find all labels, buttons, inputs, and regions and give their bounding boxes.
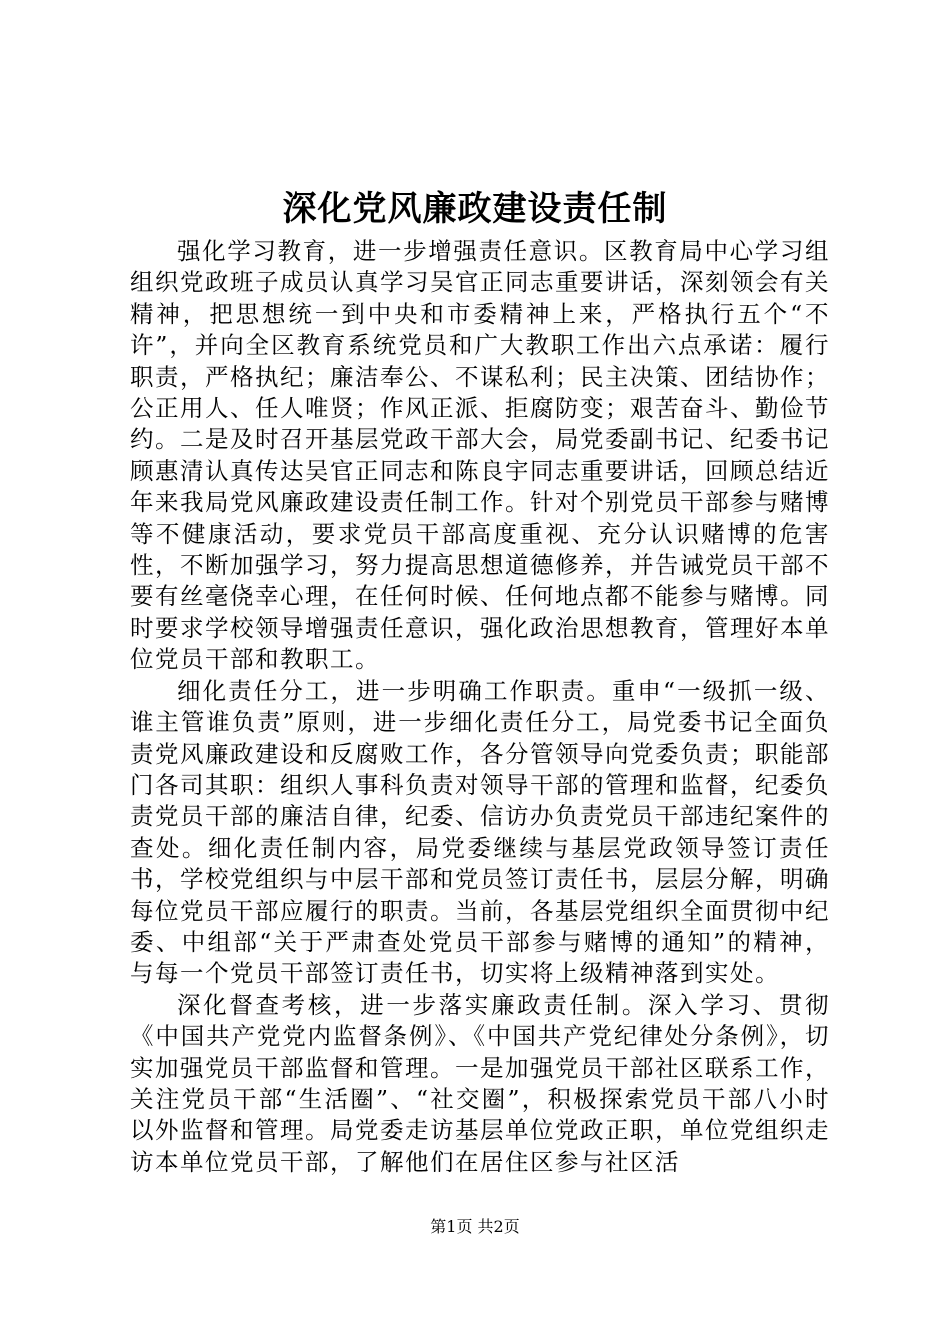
page-number-footer: 第1页 共2页	[430, 1217, 520, 1236]
document-title: 深化党风廉政建设责任制	[282, 189, 668, 229]
paragraph-1: 强化学习教育，进一步增强责任意识。区教育局中心学习组组织党政班子成员认真学习吴官正同志重要讲话，深刻领会有关精神，把思想统一到中央和市委精神上来，严格执行五个“不许”，并向全区教育系统党员和广大教职工作出六点承诺：履行职责，严格执纪；廉洁奉公、不谋私利；民主决策、团结协作；公正用人、任人唯贤；作风正派、拒腐防变；艰苦奋斗、勤俭节约。二是及时召开基层党政干部大会，局党委副书记、纪委书记顾惠清认真传达吴官正同志和陈良宇同志重要讲话，回顾总结近年来我局党风廉政建设责任制工作。针对个别党员干部参与赌博等不健康活动，要求党员干部高度重视、充分认识赌博的危害性，不断加强学习，努力提高思想道德修养，并告诫党员干部不要有丝毫侥幸心理，在任何时候、任何地点都不能参与赌博。同时要求学校领导增强责任意识，强化政治思想教育，管理好本单位党员干部和教职工。	[130, 237, 830, 674]
paragraph-2: 细化责任分工，进一步明确工作职责。重申“一级抓一级、谁主管谁负责”原则，进一步细化责任分工，局党委书记全面负责党风廉政建设和反腐败工作，各分管领导向党委负责；职能部门各司其职：组织人事科负责对领导干部的管理和监督，纪委负责党员干部的廉洁自律，纪委、信访办负责党员干部违纪案件的查处。细化责任制内容，局党委继续与基层党政领导签订责任书，学校党组织与中层干部和党员签订责任书，层层分解，明确每位党员干部应履行的职责。当前，各基层党组织全面贯彻中纪委、中组部“关于严肃查处党员干部参与赌博的通知”的精神，与每一个党员干部签订责任书，切实将上级精神落到实处。	[130, 676, 830, 988]
paragraph-3: 深化督查考核，进一步落实廉政责任制。深入学习、贯彻《中国共产党党内监督条例》、《中国共产党纪律处分条例》，切实加强党员干部监督和管理。一是加强党员干部社区联系工作，关注党员干部“生活圈”、“社交圈”，积极探索党员干部八小时以外监督和管理。局党委走访基层单位党政正职，单位党组织走访本单位党员干部，了解他们在居住区参与社区活	[130, 990, 830, 1176]
document-body	[130, 236, 830, 1178]
